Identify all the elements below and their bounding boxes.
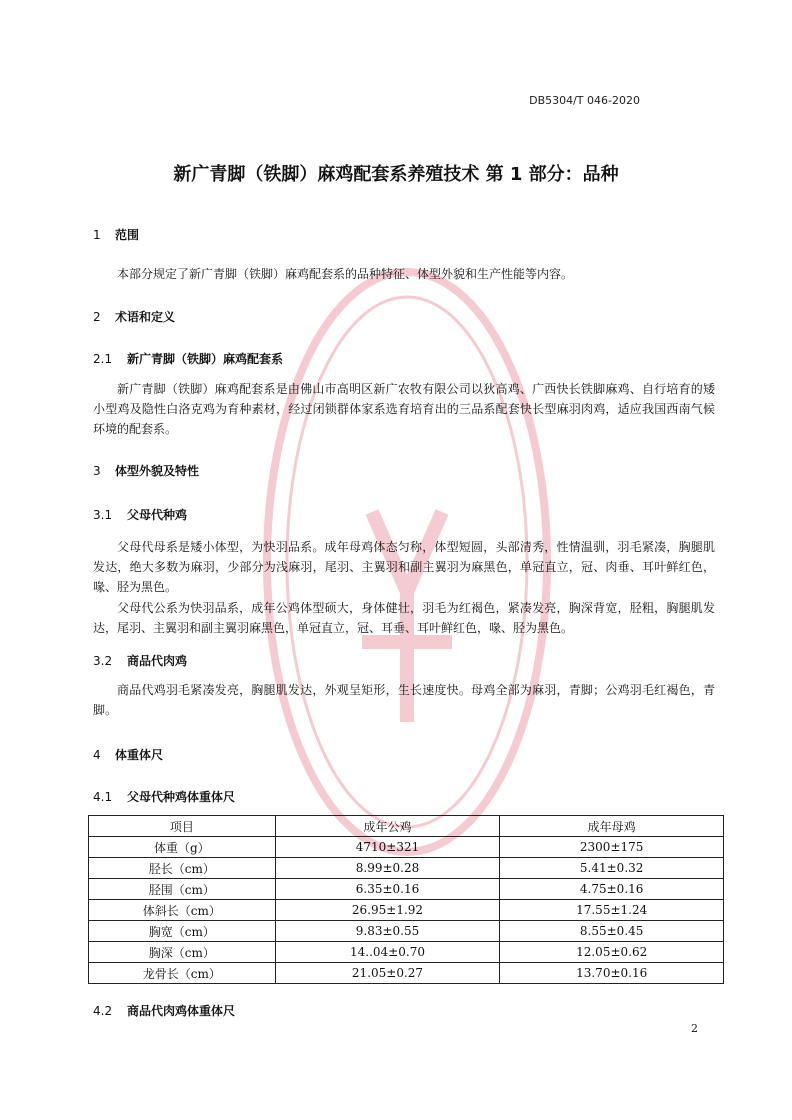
section-title: 商品代肉鸡	[127, 654, 188, 668]
table-cell: 4.75±0.16	[500, 879, 724, 900]
table-cell: 胫围（cm）	[89, 879, 276, 900]
section-2-heading	[93, 308, 175, 325]
section-number: 4	[93, 748, 101, 762]
section-title: 新广青脚（铁脚）麻鸡配套系	[127, 352, 284, 366]
table-cell: 胸深（cm）	[89, 942, 276, 963]
section-number: 3	[93, 464, 101, 478]
table-cell: 2300±175	[500, 837, 724, 858]
section-number: 3.2	[93, 654, 113, 668]
page-title: 新广青脚（铁脚）麻鸡配套系养殖技术 第 1 部分：品种	[173, 164, 619, 185]
table-cell: 胫长（cm）	[89, 858, 276, 879]
section-number: 1	[93, 228, 101, 242]
table-cell: 4710±321	[275, 837, 500, 858]
section-3-1-heading	[93, 506, 187, 523]
section-2-1-paragraph: 新广青脚（铁脚）麻鸡配套系是由佛山市高明区新广农牧有限公司以狄高鸡、广西快长铁脚麻鸡、自行培育的矮小型鸡及隐性白洛克鸡为育种素材，经过闭锁群体家系选育培育出的三品系配套快长型麻羽肉鸡，适应我国西南气候环境的配套系。	[93, 382, 715, 436]
section-number: 4.1	[93, 790, 113, 804]
section-title: 商品代肉鸡体重体尺	[127, 1004, 236, 1018]
table-row	[89, 942, 724, 963]
section-title: 体重体尺	[115, 748, 164, 762]
section-1-heading	[93, 226, 139, 243]
table-row	[89, 837, 724, 858]
section-2-1-heading	[93, 350, 283, 367]
table-cell: 5.41±0.32	[500, 858, 724, 879]
page-number: 2	[691, 1022, 698, 1035]
section-3-1-paragraph-1: 父母代母系是矮小体型，为快羽品系。成年母鸡体态匀称，体型短圆，头部清秀，性情温驯，羽毛紧凑，胸腿肌发达，绝大多数为麻羽，少部分为浅麻羽，尾羽、主翼羽和副主翼羽为麻黑色，单冠直立，冠、肉垂、耳叶鲜红色，喙、胫为黑色。	[93, 540, 715, 594]
section-title: 术语和定义	[115, 310, 176, 324]
header-cell-adult-rooster: 成年公鸡	[275, 816, 500, 837]
section-3-heading	[93, 462, 199, 479]
table-cell: 胸宽（cm）	[89, 921, 276, 942]
table-header-row	[89, 816, 724, 837]
section-title: 父母代种鸡	[127, 508, 188, 522]
section-4-1-heading	[93, 788, 235, 805]
header-cell-item: 项目	[89, 816, 276, 837]
table-cell: 17.55±1.24	[500, 900, 724, 921]
table-cell: 8.99±0.28	[275, 858, 500, 879]
table-cell: 26.95±1.92	[275, 900, 500, 921]
table-row	[89, 858, 724, 879]
table-cell: 21.05±0.27	[275, 963, 500, 984]
section-4-2-heading	[93, 1002, 235, 1019]
table-row	[89, 900, 724, 921]
section-number: 2.1	[93, 352, 113, 366]
section-title: 体型外貌及特性	[115, 464, 200, 478]
table-cell: 6.35±0.16	[275, 879, 500, 900]
table-row	[89, 963, 724, 984]
table-cell: 体斜长（cm）	[89, 900, 276, 921]
parent-breed-body-dimensions-table	[88, 815, 724, 984]
section-number: 2	[93, 310, 101, 324]
table-row	[89, 879, 724, 900]
section-3-1-paragraph-2: 父母代公系为快羽品系，成年公鸡体型硕大，身体健壮，羽毛为红褐色，紧凑发亮，胸深背宽，胫粗，胸腿肌发达，尾羽、主翼羽和副主翼羽麻黑色，单冠直立，冠、耳垂、耳叶鲜红色，喙、胫为黑色。	[93, 601, 715, 635]
section-3-2-heading	[93, 652, 187, 669]
document-code: DB5304/T 046-2020	[529, 94, 640, 107]
table-cell: 9.83±0.55	[275, 921, 500, 942]
section-number: 3.1	[93, 508, 113, 522]
table-cell: 14..04±0.70	[275, 942, 500, 963]
table-row	[89, 921, 724, 942]
table-cell: 13.70±0.16	[500, 963, 724, 984]
section-4-heading	[93, 746, 163, 763]
section-3-2-paragraph: 商品代鸡羽毛紧凑发亮，胸腿肌发达，外观呈矩形，生长速度快。母鸡全部为麻羽，青脚；公鸡羽毛红褐色，青脚。	[93, 683, 715, 717]
section-title: 范围	[115, 228, 140, 242]
table-cell: 体重（g）	[89, 837, 276, 858]
section-number: 4.2	[93, 1004, 113, 1018]
table-cell: 龙骨长（cm）	[89, 963, 276, 984]
section-1-paragraph: 本部分规定了新广青脚（铁脚）麻鸡配套系的品种特征、体型外貌和生产性能等内容。	[117, 267, 574, 281]
table-cell: 8.55±0.45	[500, 921, 724, 942]
section-title: 父母代种鸡体重体尺	[127, 790, 236, 804]
header-cell-adult-hen: 成年母鸡	[500, 816, 724, 837]
table-cell: 12.05±0.62	[500, 942, 724, 963]
